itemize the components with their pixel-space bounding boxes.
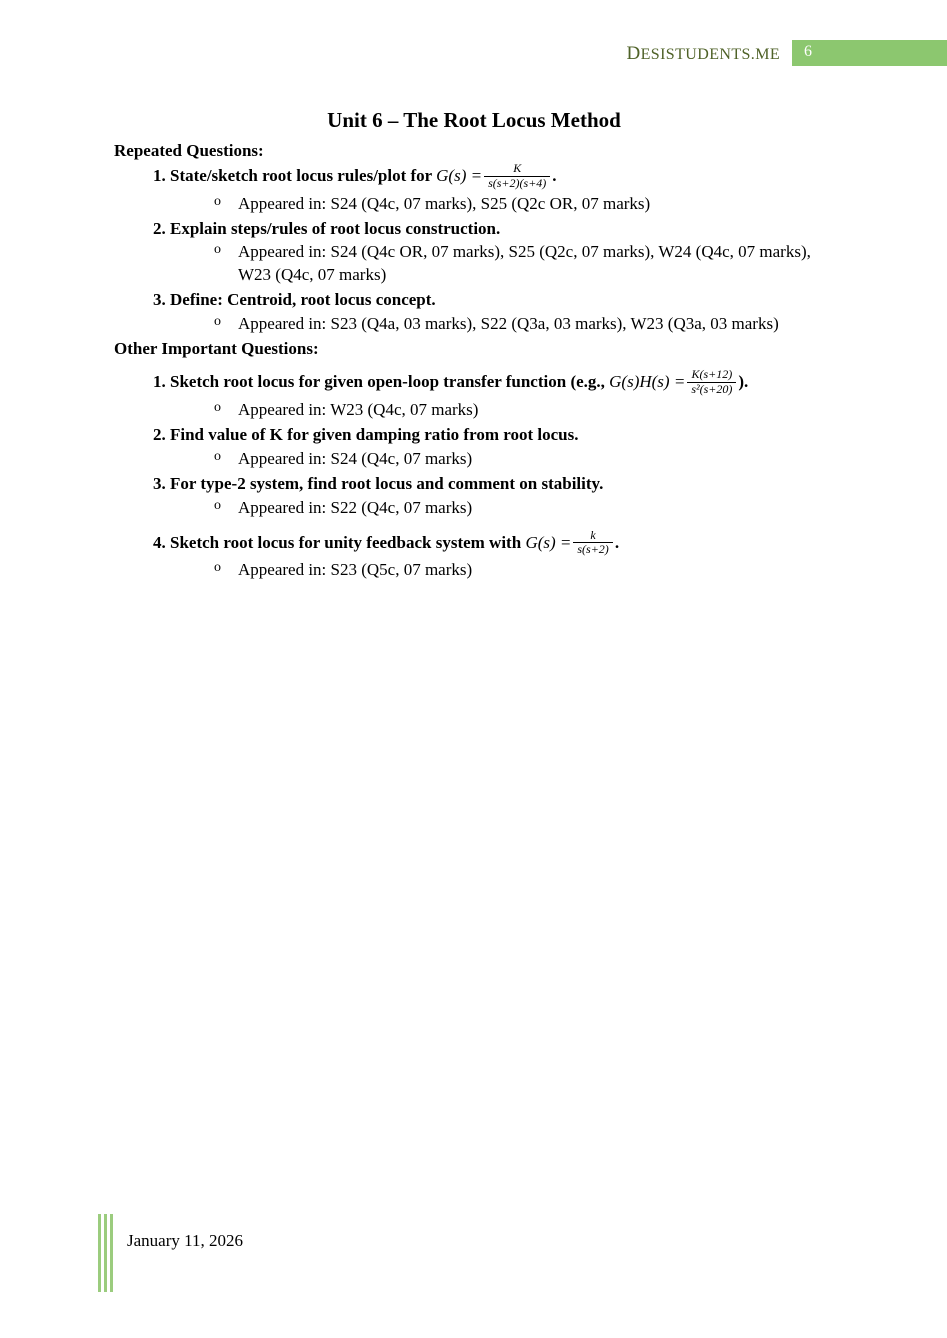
header-inner [626,40,947,66]
list-item [170,369,834,422]
page-header [0,40,947,66]
question-list-repeated [114,163,834,336]
appearance-list [170,497,834,520]
list-item [170,424,834,471]
math-expression: G(s)H(s) = [609,372,686,392]
page-footer [98,1212,243,1292]
question-text: Find value of K for given damping ratio from root locus. [170,424,579,444]
appearance-list [170,559,834,582]
list-item [170,163,834,216]
question-text: Define: Centroid, root locus concept. [170,290,436,310]
question-text-tail: . [614,532,620,552]
question-text: Sketch root locus for given open-loop transfer function (e.g., [170,372,610,392]
fraction-denominator: s(s+2)(s+4) [484,176,550,191]
appearance-list [170,399,834,422]
list-item: o Appeared in: S24 (Q4c, 07 marks), S25 (Q2c OR, 07 marks) [208,193,834,216]
section-heading-repeated: Repeated Questions: [114,141,264,160]
site-name [626,40,792,66]
list-item [170,473,834,520]
question-list-other [114,369,834,582]
site-name-rest: ESISTUDENTS.ME [640,46,780,63]
footer-bar [98,1214,101,1292]
question-text: For type-2 system, find root locus and comment on stability. [170,473,604,493]
question-text-tail: . [552,166,557,186]
appearance-list [170,448,834,471]
list-item: o Appeared in: S23 (Q5c, 07 marks) [208,559,834,582]
footer-decoration-bars [98,1212,113,1292]
list-item: o Appeared in: W23 (Q4c, 07 marks) [208,399,834,422]
footer-date: January 11, 2026 [127,1231,243,1250]
appearance-list [170,193,834,216]
fraction-numerator: K [513,161,522,175]
math-expression: G(s) = [525,532,572,552]
math-fraction [573,529,612,558]
fraction-denominator: s(s+2) [573,542,612,557]
question-text: Explain steps/rules of root locus construction. [170,218,501,238]
list-item: o Appeared in: S24 (Q4c OR, 07 marks), S25 (Q2c, 07 marks), W24 (Q4c, 07 marks), W23 (Q4c, 07 marks) [208,241,834,287]
document-body [114,108,834,582]
section-heading-other: Other Important Questions: [114,339,319,359]
list-item [170,527,834,583]
list-item [170,289,834,336]
page-number: 6 [804,43,812,60]
question-text: State/sketch root locus rules/plot for [170,166,437,186]
page-number-band [792,40,947,66]
page-title: Unit 6 – The Root Locus Method [327,108,621,132]
math-expression: G(s) = [436,166,483,186]
list-item [170,218,834,288]
site-name-initial: D [626,43,641,64]
footer-bar [110,1214,113,1292]
list-item: o Appeared in: S22 (Q4c, 07 marks) [208,497,834,520]
fraction-numerator: k [590,527,596,542]
fraction-denominator: s²(s+20) [687,382,736,397]
appearance-list [170,313,834,336]
list-item: o Appeared in: S23 (Q4a, 03 marks), S22 (Q3a, 03 marks), W23 (Q3a, 03 marks) [208,313,834,336]
appearance-list [170,241,834,287]
footer-bar [104,1214,107,1292]
fraction-numerator: K(s+12) [691,367,733,382]
question-text: Sketch root locus for unity feedback system with [170,532,526,552]
math-fraction [687,368,736,397]
math-fraction [484,162,550,191]
question-text-tail: ). [738,372,749,392]
list-item: o Appeared in: S24 (Q4c, 07 marks) [208,448,834,471]
